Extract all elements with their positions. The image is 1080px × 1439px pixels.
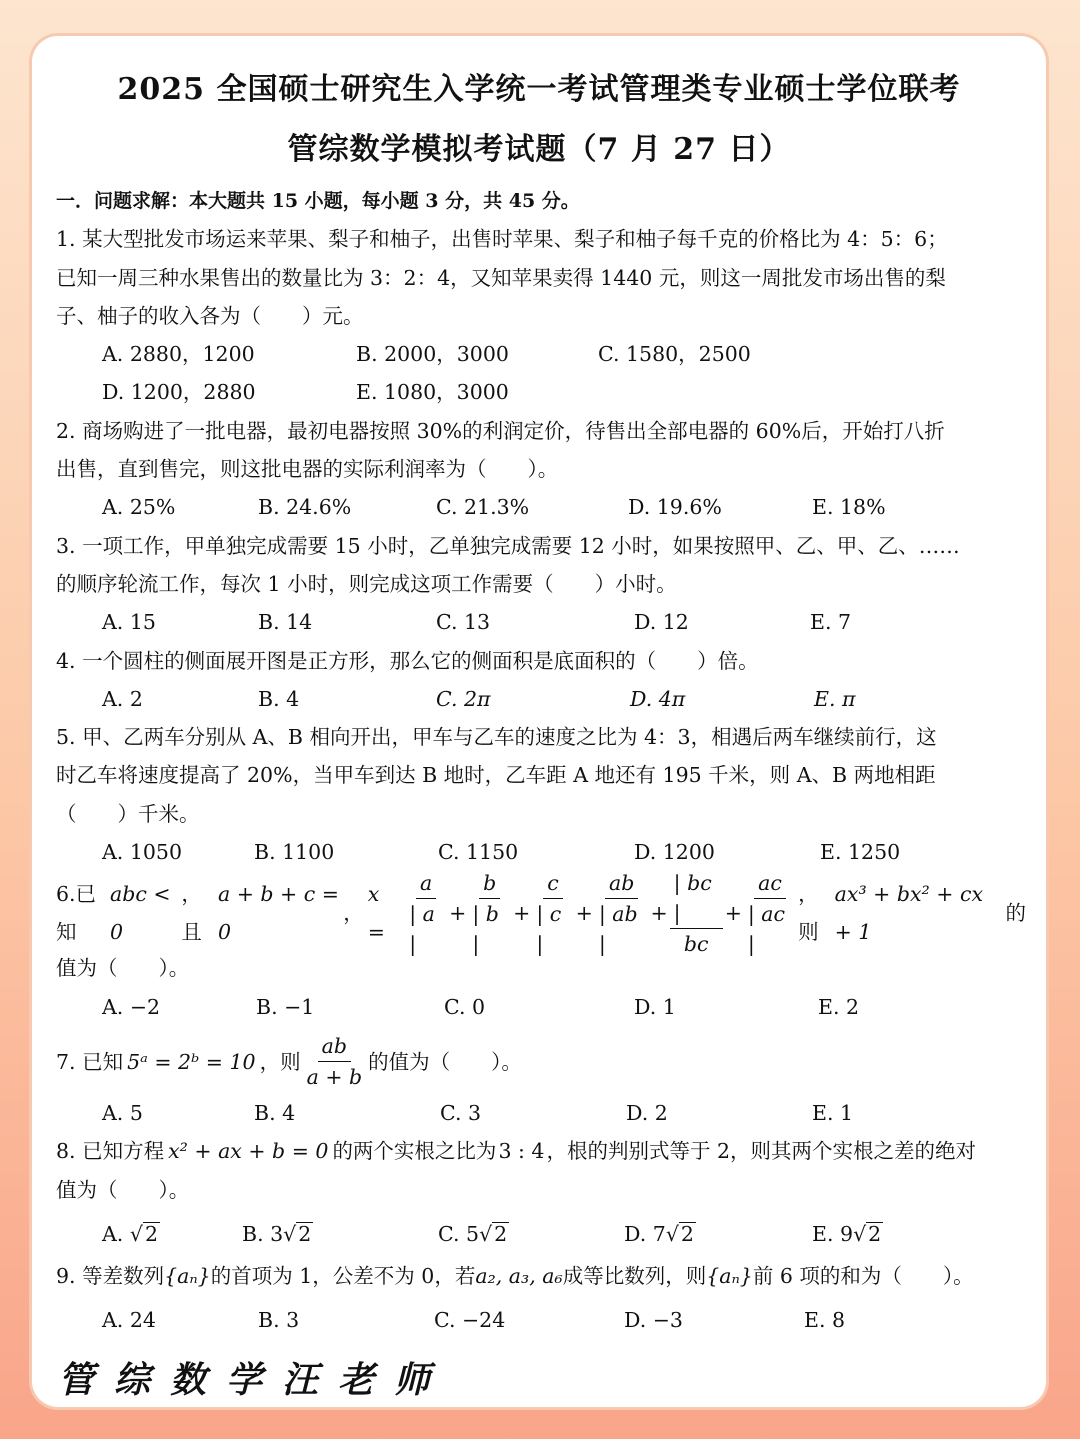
question-5-line3: （ ）千米。 — [56, 801, 200, 826]
q2-option-b[interactable]: B. 24.6% — [258, 495, 352, 520]
q5-option-a[interactable]: A. 1050 — [102, 840, 183, 865]
q6-fraction-6: $\frac{ac}{| ac |}$ — [744, 868, 796, 959]
question-6-line1 — [56, 870, 1027, 956]
q3-option-c[interactable]: C. 13 — [436, 610, 491, 635]
q5-option-c[interactable]: C. 1150 — [438, 840, 519, 865]
exam-card — [32, 36, 1046, 1407]
q3-option-d[interactable]: D. 12 — [634, 610, 689, 635]
q9-mid: 的首项为 1，公差不为 0，若 — [210, 1264, 476, 1289]
q2-option-d[interactable]: D. 19.6% — [628, 495, 722, 520]
question-5-options — [56, 833, 1026, 871]
q6-lead: 6.已知 — [56, 882, 97, 945]
question-5-line2: 时乙车将速度提高了 20%，当甲车到达 B 地时，乙车距 A 地还有 195 千米，则 A、B 两地相距 — [56, 763, 936, 788]
exam-title-line1: 2025 全国硕士研究生入学统一考试管理类专业硕士学位联考 — [117, 72, 961, 107]
q8-option-e[interactable]: E. 9√2 — [812, 1221, 882, 1246]
question-1-options-row1 — [56, 335, 1026, 373]
question-3-options — [56, 603, 1026, 641]
question-1-line2: 已知一周三种水果售出的数量比为 3：2：4，又知苹果卖得 1440 元，则这一周批发市场出售的梨 — [56, 265, 946, 290]
q8-ratio: 3 : 4 — [498, 1139, 545, 1164]
q6-and: ，且 — [181, 882, 202, 945]
q4-option-c[interactable]: C. 2π — [436, 686, 491, 711]
q5-option-e[interactable]: E. 1250 — [820, 840, 901, 865]
q6-option-a[interactable]: A. −2 — [102, 994, 161, 1019]
author-signature: 管综数学汪老师 — [58, 1360, 451, 1401]
question-2-options — [56, 488, 1026, 526]
q2-option-c[interactable]: C. 21.3% — [436, 495, 530, 520]
q3-option-e[interactable]: E. 7 — [810, 610, 852, 635]
q3-option-b[interactable]: B. 14 — [258, 610, 313, 635]
q1-option-a[interactable]: A. 2880，1200 — [102, 342, 255, 367]
q6-fraction-3: $\frac{c}{| c |}$ — [532, 868, 573, 959]
q6-option-d[interactable]: D. 1 — [634, 994, 676, 1019]
q8-lead: 8. 已知方程 — [56, 1139, 165, 1164]
section-heading: 一．问题求解：本大题共 15 小题，每小题 3 分，共 45 分。 — [56, 190, 580, 212]
q4-option-b[interactable]: B. 4 — [258, 686, 300, 711]
q8-option-a[interactable]: A. √2 — [102, 1221, 158, 1246]
q7-option-a[interactable]: A. 5 — [102, 1100, 143, 1125]
q4-option-e[interactable]: E. π — [814, 686, 856, 711]
question-8-options — [56, 1215, 1026, 1253]
q4-option-d[interactable]: D. 4π — [630, 686, 686, 711]
question-5-line1: 5. 甲、乙两车分别从 A、B 相向开出，甲车与乙车的速度之比为 4：3，相遇后两车继续前行，这 — [56, 725, 937, 750]
q3-option-a[interactable]: A. 15 — [102, 610, 156, 635]
q8-option-c[interactable]: C. 5√2 — [438, 1221, 508, 1246]
q4-option-a[interactable]: A. 2 — [102, 686, 143, 711]
q6-fraction-5: $\frac{| bc |}{bc}$ — [670, 868, 723, 959]
q9-option-c[interactable]: C. −24 — [434, 1308, 506, 1333]
q8-mid: 的两个实根之比为 — [332, 1139, 497, 1164]
q9-terms: a₂, a₃, a₆ — [475, 1264, 563, 1289]
question-3-line2: 的顺序轮流工作，每次 1 小时，则完成这项工作需要（ ）小时。 — [56, 571, 677, 596]
question-9-line1 — [56, 1257, 1026, 1295]
q6-x-eq: x = — [367, 882, 385, 945]
question-8-line2: 值为（ ）。 — [56, 1177, 190, 1202]
question-3-line1: 3. 一项工作，甲单独完成需要 15 小时，乙单独完成需要 12 小时，如果按照甲、乙、甲、乙、…… — [56, 533, 960, 558]
question-1-line1: 1. 某大型批发市场运来苹果、梨子和柚子，出售时苹果、梨子和柚子每千克的价格比为 4：5：6； — [56, 227, 948, 252]
q7-lead: 7. 已知 — [56, 1049, 124, 1074]
q7-tail: 的值为（ ）。 — [368, 1049, 522, 1074]
question-2-line1: 2. 商场购进了一批电器，最初电器按照 30%的利润定价，待售出全部电器的 60%后，开始打八折 — [56, 418, 945, 443]
question-9-options — [56, 1301, 1026, 1339]
q7-option-e[interactable]: E. 1 — [812, 1100, 854, 1125]
q9-sequence: {aₙ} — [164, 1264, 211, 1289]
q6-comma: ， — [343, 901, 364, 926]
q6-then: ，则 — [798, 882, 819, 945]
exam-title-line2: 管综数学模拟考试题（7 月 27 日） — [287, 132, 791, 167]
q5-option-d[interactable]: D. 1200 — [634, 840, 715, 865]
q7-equation: 5ᵃ = 2ᵇ = 10 — [127, 1049, 256, 1074]
q6-expression: ax³ + bx² + cx + 1 — [834, 882, 984, 945]
q9-option-b[interactable]: B. 3 — [258, 1308, 300, 1333]
q6-cond2: a + b + c = 0 — [217, 882, 339, 945]
q8-equation: x² + ax + b = 0 — [168, 1139, 329, 1164]
question-8-line1 — [56, 1132, 1026, 1170]
q6-cond1: abc < 0 — [110, 882, 171, 945]
q8-tail: ，根的判别式等于 2，则其两个实根之差的绝对 — [546, 1139, 977, 1164]
q9-option-a[interactable]: A. 24 — [102, 1308, 156, 1333]
q2-option-a[interactable]: A. 25% — [102, 495, 176, 520]
plus-sign: + — [650, 901, 668, 926]
q6-fraction-1: $\frac{a}{| a |}$ — [405, 868, 447, 959]
question-2-line2: 出售，直到售完，则这批电器的实际利润率为（ ）。 — [56, 457, 559, 482]
q7-then: ，则 — [259, 1049, 301, 1074]
question-7-options — [56, 1094, 1026, 1132]
q6-fraction-2: $\frac{b}{| b |}$ — [468, 868, 511, 959]
q9-sequence-2: {aₙ} — [706, 1264, 753, 1289]
q8-option-d[interactable]: D. 7√2 — [624, 1221, 694, 1246]
q9-option-e[interactable]: E. 8 — [804, 1308, 846, 1333]
q6-de: 的 — [1005, 901, 1027, 926]
plus-sign: + — [449, 901, 467, 926]
q7-option-c[interactable]: C. 3 — [440, 1100, 482, 1125]
q1-option-b[interactable]: B. 2000，3000 — [356, 342, 509, 367]
q6-option-c[interactable]: C. 0 — [444, 994, 486, 1019]
q6-fraction-4: $\frac{ab}{| ab |}$ — [595, 868, 649, 959]
q2-option-e[interactable]: E. 18% — [812, 495, 886, 520]
q7-option-b[interactable]: B. 4 — [254, 1100, 296, 1125]
q7-option-d[interactable]: D. 2 — [626, 1100, 668, 1125]
exam-body — [56, 182, 1026, 1340]
q9-mid2: 成等比数列，则 — [562, 1264, 707, 1289]
question-4-line1: 4. 一个圆柱的侧面展开图是正方形，那么它的侧面积是底面积的（ ）倍。 — [56, 648, 759, 673]
question-6-line2: 值为（ ）。 — [56, 956, 190, 981]
q6-option-e[interactable]: E. 2 — [818, 994, 860, 1019]
q9-tail: 前 6 项的和为（ ）。 — [752, 1264, 974, 1289]
q1-option-d[interactable]: D. 1200，2880 — [102, 380, 256, 405]
q7-fraction: $\frac{ab}{a + b}$ — [303, 1031, 367, 1092]
question-6-options — [56, 988, 1026, 1026]
plus-sign: + — [513, 901, 531, 926]
q6-option-b[interactable]: B. −1 — [256, 994, 315, 1019]
q9-option-d[interactable]: D. −3 — [624, 1308, 683, 1333]
question-7-line1 — [56, 1030, 1026, 1094]
plus-sign: + — [724, 901, 742, 926]
q1-option-c[interactable]: C. 1580，2500 — [598, 342, 751, 367]
q9-lead: 9. 等差数列 — [56, 1264, 165, 1289]
plus-sign: + — [575, 901, 593, 926]
question-1-options-row2 — [56, 373, 1026, 411]
question-1-line3: 子、柚子的收入各为（ ）元。 — [56, 303, 364, 328]
q1-option-e[interactable]: E. 1080，3000 — [356, 380, 509, 405]
q5-option-b[interactable]: B. 1100 — [254, 840, 335, 865]
question-4-options — [56, 680, 1026, 718]
q8-option-b[interactable]: B. 3√2 — [242, 1221, 312, 1246]
